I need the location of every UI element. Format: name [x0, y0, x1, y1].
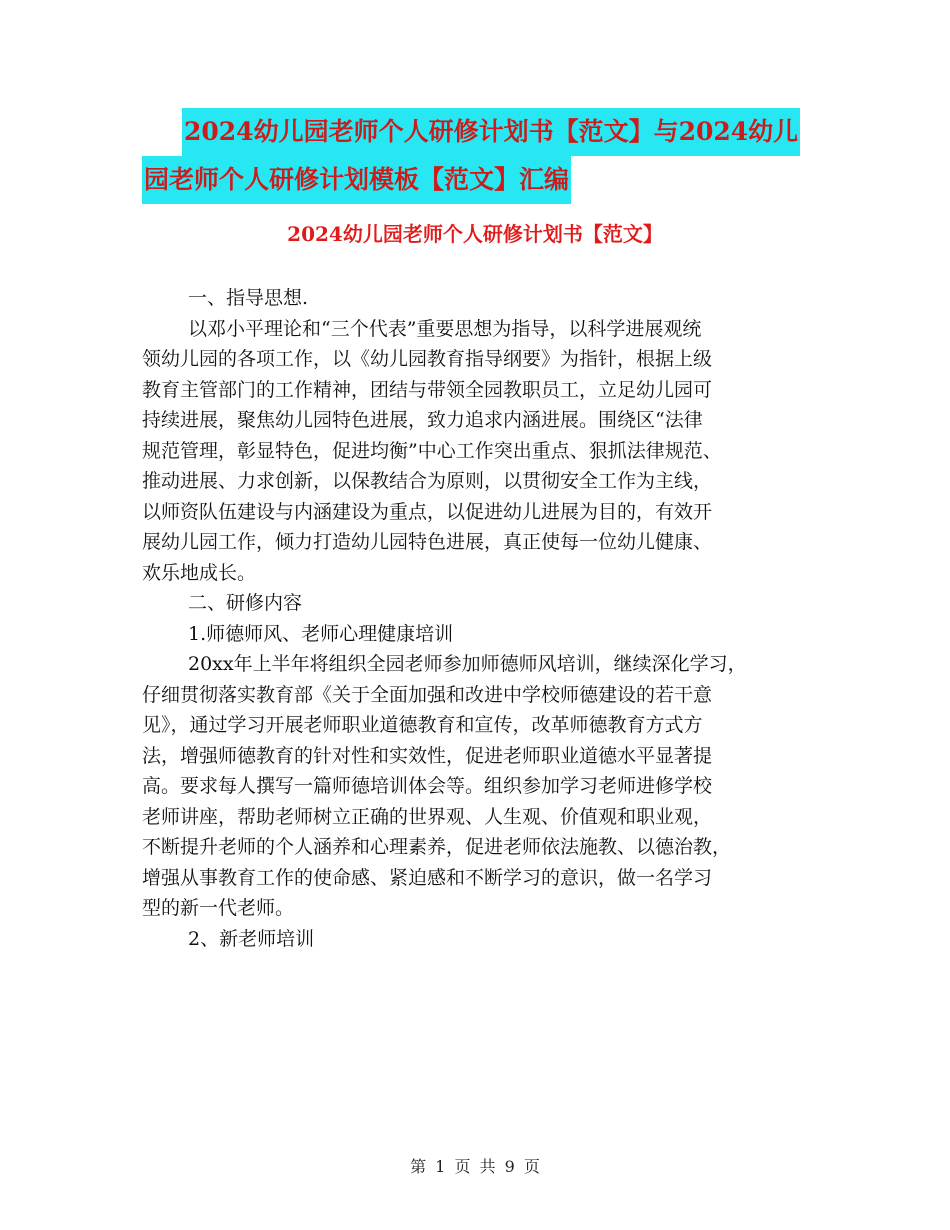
- paragraph-line: 规范管理，彰显特色，促进均衡”中心工作突出重点、狠抓法律规范、: [142, 439, 722, 462]
- paragraph-line: 推动进展、力求创新，以保教结合为原则，以贯彻安全工作为主线，: [142, 470, 713, 492]
- title-line-1: 2024幼儿园老师个人研修计划书【范文】与2024幼儿: [182, 108, 800, 156]
- paragraph-line: 老师讲座，帮助老师树立正确的世界观、人生观、价值观和职业观，: [142, 805, 713, 828]
- paragraph-line: 持续进展，聚焦幼儿园特色进展，致力追求内涵进展。围绕区“法律: [142, 409, 703, 431]
- paragraph-line: 领幼儿园的各项工作，以《幼儿园教育指导纲要》为指针，根据上级: [142, 348, 713, 370]
- paragraph-line: 仔细贯彻落实教育部《关于全面加强和改进中学校师德建设的若干意: [142, 683, 713, 706]
- paragraph-line: 以邓小平理论和“三个代表”重要思想为指导，以科学进展观统: [188, 317, 702, 340]
- heading-new-teacher-training: 2、新老师培训: [188, 927, 315, 950]
- paragraph-line: 法，增强师德教育的针对性和实效性，促进老师职业道德水平显著提: [142, 744, 713, 767]
- paragraph-line: 教育主管部门的工作精神，团结与带领全园教职员工，立足幼儿园可: [142, 378, 713, 401]
- document-body: [142, 283, 822, 954]
- heading-research-content: 二、研修内容: [188, 592, 303, 614]
- page-number: 第 1 页 共 9 页: [410, 1157, 540, 1176]
- paragraph-line: 不断提升老师的个人涵养和心理素养，促进老师依法施教、以德治教，: [142, 836, 732, 858]
- paragraph-line: 见》，通过学习开展老师职业道德教育和宣传，改革师德教育方式方: [142, 714, 703, 736]
- paragraph-line: 20xx年上半年将组织全园老师参加师德师风培训，继续深化学习，: [188, 653, 747, 675]
- title-line-2: 园老师个人研修计划模板【范文】汇编: [142, 156, 571, 204]
- paragraph-line: 欢乐地成长。: [142, 561, 257, 584]
- heading-guiding-thought: 一、指导思想.: [188, 287, 309, 309]
- paragraph-line: 型的新一代老师。: [142, 897, 295, 919]
- paragraph-line: 以师资队伍建设与内涵建设为重点，以促进幼儿进展为目的，有效开: [142, 500, 713, 523]
- document-title: [142, 108, 832, 204]
- section-title: 2024幼儿园老师个人研修计划书【范文】: [287, 222, 663, 246]
- paragraph-line: 高。要求每人撰写一篇师德培训体会等。组织参加学习老师进修学校: [142, 775, 713, 797]
- paragraph-line: 增强从事教育工作的使命感、紧迫感和不断学习的意识，做一名学习: [142, 866, 713, 889]
- heading-ethics-training: 1.师德师风、老师心理健康培训: [188, 622, 454, 645]
- paragraph-line: 展幼儿园工作，倾力打造幼儿园特色进展，真正使每一位幼儿健康、: [142, 531, 713, 553]
